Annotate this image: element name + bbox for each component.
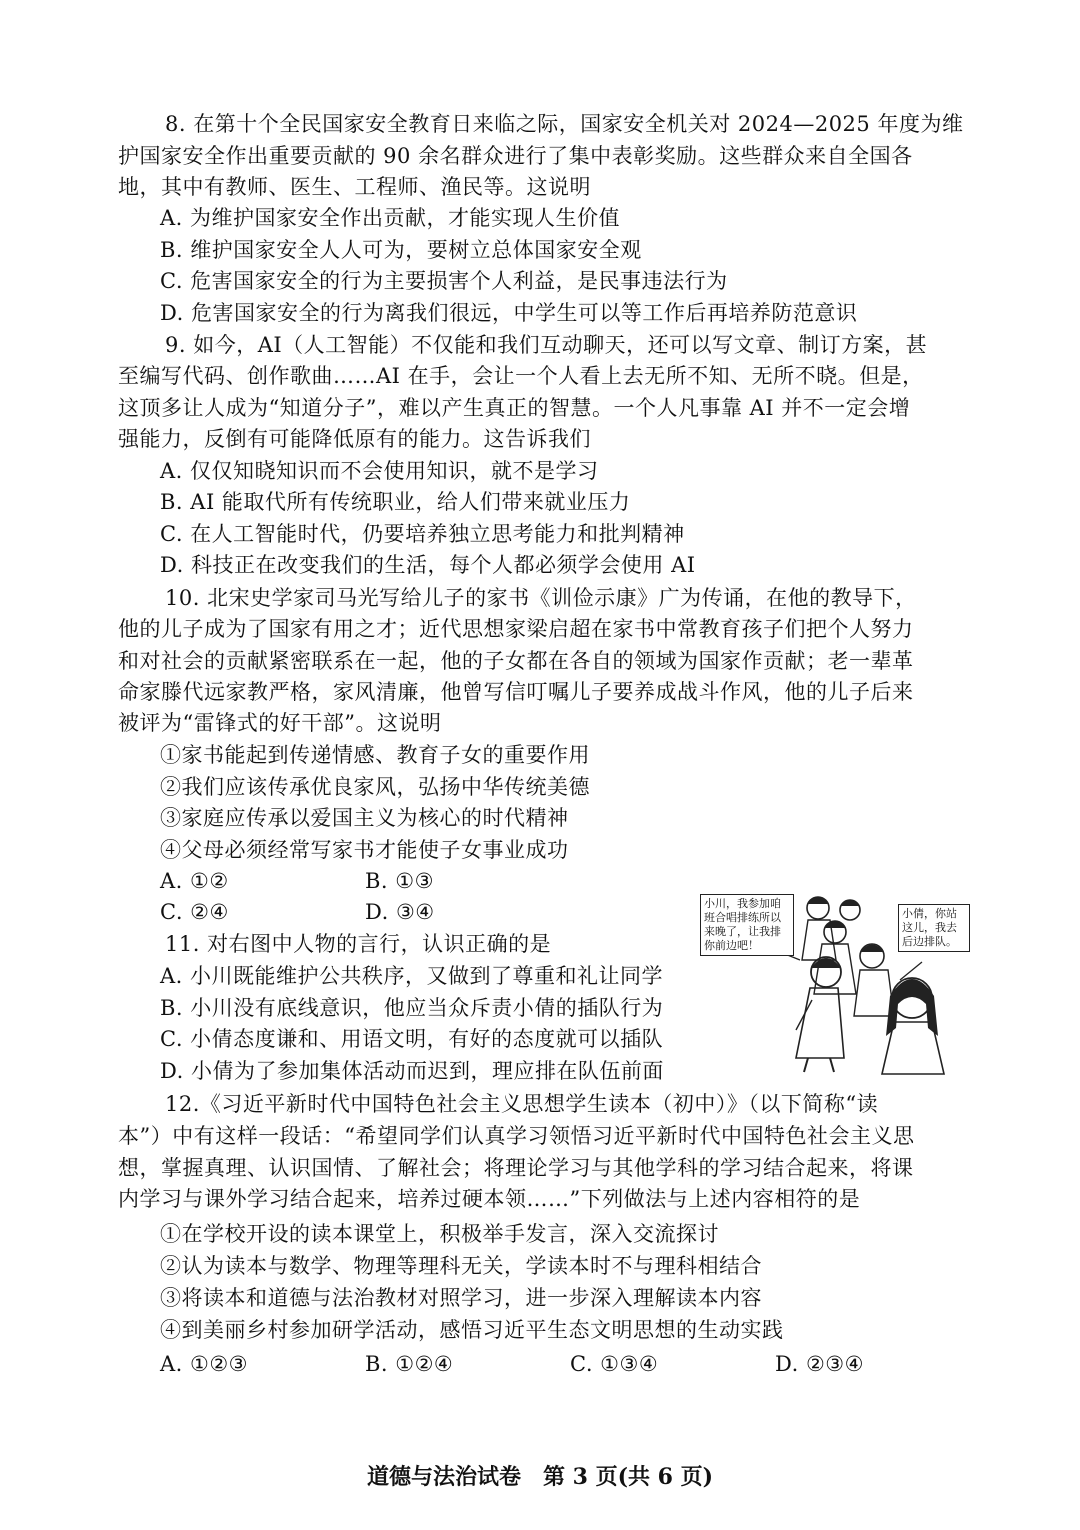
q12-stem-line-2: 本”）中有这样一段话：“希望同学们认真学习领悟习近平新时代中国特色社会主义思 bbox=[118, 1124, 915, 1148]
q11-cartoon-figure bbox=[700, 880, 970, 1075]
q11-option-b: B. 小川没有底线意识，他应当众斥责小倩的插队行为 bbox=[160, 996, 664, 1020]
q11-option-a: A. 小川既能维护公共秩序，又做到了尊重和礼让同学 bbox=[160, 964, 664, 988]
q8-stem-line-1: 8. 在第十个全民国家安全教育日来临之际，国家安全机关对 2024—2025 年度为维 bbox=[165, 112, 964, 136]
q10-stem-line-1: 10. 北宋史学家司马光写给儿子的家书《训俭示康》广为传诵，在他的教导下， bbox=[165, 586, 917, 610]
q12-item-1: ①在学校开设的读本课堂上，积极举手发言，深入交流探讨 bbox=[160, 1222, 719, 1246]
q9-stem-line-2: 至编写代码、创作歌曲……AI 在手，会让一个人看上去无所不知、无所不晓。但是， bbox=[118, 364, 924, 388]
q12-stem-line-1: 12.《习近平新时代中国特色社会主义思想学生读本（初中）》（以下简称“读 bbox=[165, 1092, 879, 1116]
q12-option-b: B. ①②④ bbox=[365, 1352, 454, 1376]
q9-option-b: B. AI 能取代所有传统职业，给人们带来就业压力 bbox=[160, 490, 631, 514]
q10-option-a: A. ①② bbox=[160, 869, 229, 893]
q10-option-c: C. ②④ bbox=[160, 900, 229, 924]
q12-option-c: C. ①③④ bbox=[570, 1352, 659, 1376]
q8-stem-line-2: 护国家安全作出重要贡献的 90 余名群众进行了集中表彰奖励。这些群众来自全国各 bbox=[118, 144, 913, 168]
q10-stem-line-2: 他的儿子成为了国家有用之才；近代思想家梁启超在家书中常教育孩子们把个人努力 bbox=[118, 617, 914, 641]
q8-stem-line-3: 地，其中有教师、医生、工程师、渔民等。这说明 bbox=[118, 175, 591, 199]
q12-item-3: ③将读本和道德与法治教材对照学习，进一步深入理解读本内容 bbox=[160, 1286, 762, 1310]
page-footer: 道德与法治试卷 第 3 页(共 6 页) bbox=[366, 1464, 714, 1490]
q10-item-4: ④父母必须经常写家书才能使子女事业成功 bbox=[160, 838, 569, 862]
q12-option-d: D. ②③④ bbox=[775, 1352, 864, 1376]
q11-bubble-right: 小倩，你站这儿，我去后边排队。 bbox=[898, 904, 970, 952]
q12-option-a: A. ①②③ bbox=[160, 1352, 248, 1376]
q8-option-a: A. 为维护国家安全作出贡献，才能实现人生价值 bbox=[160, 206, 621, 230]
q8-option-b: B. 维护国家安全人人可为，要树立总体国家安全观 bbox=[160, 238, 642, 262]
q10-option-d: D. ③④ bbox=[365, 900, 435, 924]
q12-item-4: ④到美丽乡村参加研学活动，感悟习近平生态文明思想的生动实践 bbox=[160, 1318, 784, 1342]
q10-stem-line-3: 和对社会的贡献紧密联系在一起，他的子女都在各自的领域为国家作贡献；老一辈革 bbox=[118, 649, 914, 673]
q12-stem-line-4: 内学习与课外学习结合起来，培养过硬本领……”下列做法与上述内容相符的是 bbox=[118, 1187, 861, 1211]
q10-stem-line-5: 被评为“雷锋式的好干部”。这说明 bbox=[118, 711, 442, 735]
q10-stem-line-4: 命家滕代远家教严格，家风清廉，他曾写信叮嘱儿子要养成战斗作风，他的儿子后来 bbox=[118, 680, 914, 704]
q8-option-d: D. 危害国家安全的行为离我们很远，中学生可以等工作后再培养防范意识 bbox=[160, 301, 858, 325]
q10-item-2: ②我们应该传承优良家风，弘扬中华传统美德 bbox=[160, 775, 590, 799]
q9-stem-line-3: 这顶多让人成为“知道分子”，难以产生真正的智慧。一个人凡事靠 AI 并不一定会增 bbox=[118, 396, 911, 420]
q12-stem-line-3: 想，掌握真理、认识国情、了解社会；将理论学习与其他学科的学习结合起来，将课 bbox=[118, 1156, 914, 1180]
q10-item-3: ③家庭应传承以爱国主义为核心的时代精神 bbox=[160, 806, 569, 830]
q11-option-d: D. 小倩为了参加集体活动而迟到，理应排在队伍前面 bbox=[160, 1059, 664, 1083]
q9-option-a: A. 仅仅知晓知识而不会使用知识，就不是学习 bbox=[160, 459, 599, 483]
q9-option-c: C. 在人工智能时代，仍要培养独立思考能力和批判精神 bbox=[160, 522, 685, 546]
q10-option-b: B. ①③ bbox=[365, 869, 434, 893]
q11-stem: 11. 对右图中人物的言行，认识正确的是 bbox=[165, 932, 552, 956]
q9-stem-line-1: 9. 如今，AI（人工智能）不仅能和我们互动聊天，还可以写文章、制订方案，甚 bbox=[165, 333, 928, 357]
q8-option-c: C. 危害国家安全的行为主要损害个人利益，是民事违法行为 bbox=[160, 269, 728, 293]
q11-option-c: C. 小倩态度谦和、用语文明，有好的态度就可以插队 bbox=[160, 1027, 664, 1051]
q11-bubble-left: 小川，我参加咱班合唱排练所以来晚了，让我排你前边吧！ bbox=[700, 894, 794, 956]
q10-item-1: ①家书能起到传递情感、教育子女的重要作用 bbox=[160, 743, 590, 767]
q9-option-d: D. 科技正在改变我们的生活，每个人都必须学会使用 AI bbox=[160, 553, 696, 577]
q9-stem-line-4: 强能力，反倒有可能降低原有的能力。这告诉我们 bbox=[118, 427, 591, 451]
q12-item-2: ②认为读本与数学、物理等理科无关，学读本时不与理科相结合 bbox=[160, 1254, 762, 1278]
